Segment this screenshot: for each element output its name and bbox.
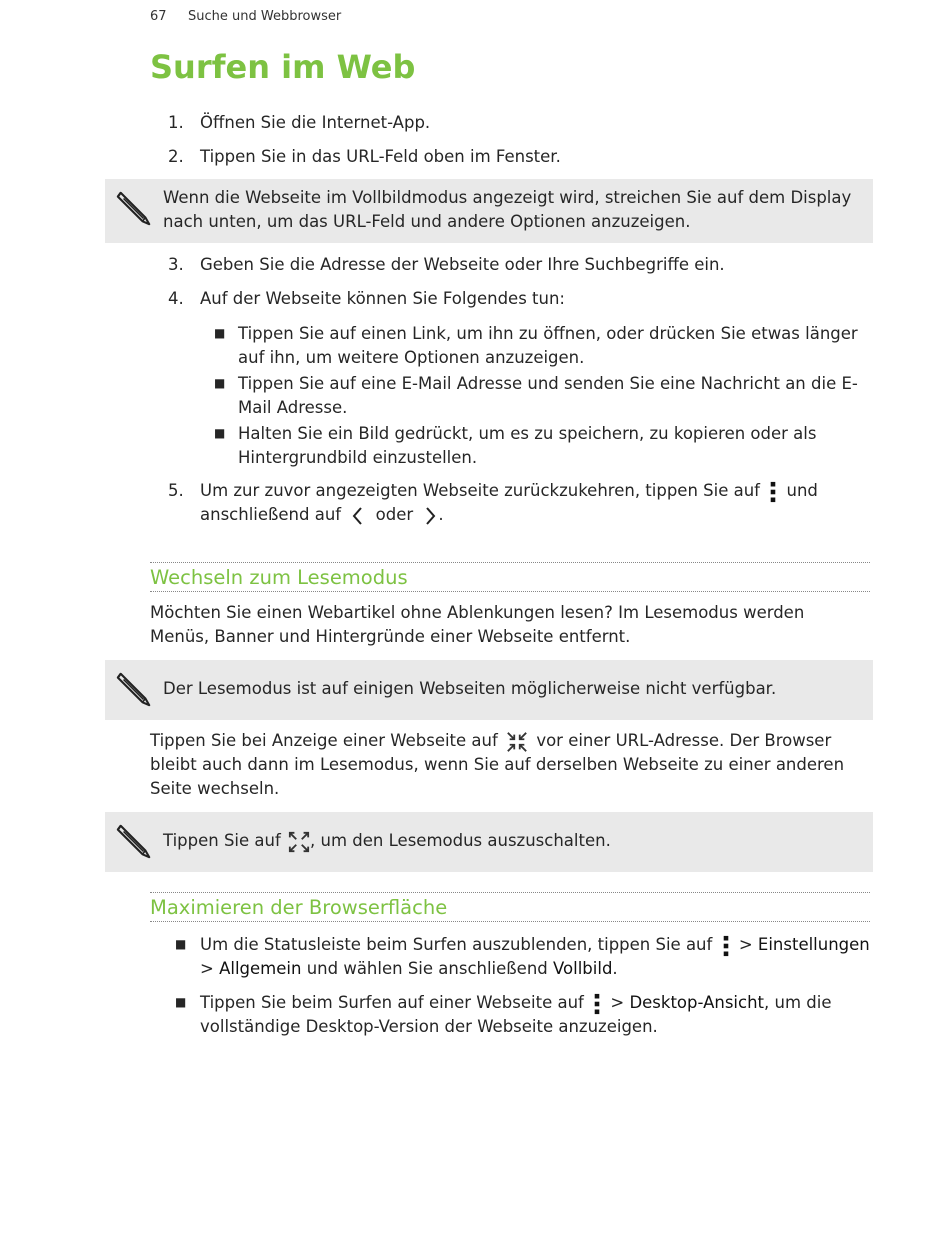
section-divider xyxy=(150,591,870,592)
menu-path-einstellungen: Einstellungen xyxy=(757,935,870,954)
chevron-left-icon xyxy=(350,505,366,527)
bullet-text: Hintergrundbild einzustellen. xyxy=(238,448,478,467)
paragraph-line: Seite wechseln. xyxy=(150,779,280,798)
step-text: Geben Sie die Adresse der Webseite oder Ihre Suchbegriffe ein. xyxy=(200,255,725,274)
step-text xyxy=(200,503,444,527)
bullet-marker: ■ xyxy=(175,995,187,1009)
paragraph-line: Möchten Sie einen Webartikel ohne Ablenkungen lesen? Im Lesemodus werden xyxy=(150,603,805,622)
bullet-text-part: > xyxy=(738,935,753,954)
step-text: Öffnen Sie die Internet-App. xyxy=(200,113,431,132)
note-text xyxy=(163,829,611,853)
step-text-part: oder xyxy=(375,505,414,524)
menu-path-vollbild: Vollbild xyxy=(553,959,613,978)
step-number: 3. xyxy=(168,255,184,274)
paragraph-line: bleibt auch dann im Lesemodus, wenn Sie auf derselben Webseite zu einer anderen xyxy=(150,755,845,774)
bullet-text-part: . xyxy=(612,959,618,978)
note-text-part: , um den Lesemodus auszuschalten. xyxy=(310,831,611,850)
bullet-text-part: > xyxy=(200,959,214,978)
step-text: Auf der Webseite können Sie Folgendes tun: xyxy=(200,289,565,308)
pencil-icon xyxy=(115,670,153,708)
bullet-text xyxy=(200,933,870,957)
collapse-arrows-icon xyxy=(506,731,528,753)
section-divider xyxy=(150,562,870,563)
bullet-text xyxy=(200,957,618,981)
bullet-text-part: und wählen Sie anschließend xyxy=(306,959,548,978)
bullet-text: Mail Adresse. xyxy=(238,398,348,417)
step-number: 4. xyxy=(168,289,184,308)
expand-arrows-icon xyxy=(288,831,310,853)
section-divider xyxy=(150,892,870,893)
paragraph-part: Tippen Sie bei Anzeige einer Webseite auf xyxy=(150,731,498,750)
chevron-right-icon xyxy=(422,505,438,527)
paragraph-part: vor einer URL-Adresse. Der Browser xyxy=(536,731,832,750)
note-box xyxy=(105,812,873,872)
note-box xyxy=(105,179,873,243)
step-number: 5. xyxy=(168,481,184,500)
note-text-part: Tippen Sie auf xyxy=(163,831,281,850)
bullet-text-part: Tippen Sie beim Surfen auf einer Webseite auf xyxy=(200,993,584,1012)
bullet-marker: ■ xyxy=(214,326,226,340)
step-text-part: Um zur zuvor angezeigten Webseite zurückzukehren, tippen Sie auf xyxy=(200,481,760,500)
section-title: Wechseln zum Lesemodus xyxy=(150,566,408,589)
step-text-part: und xyxy=(786,481,818,500)
step-text-part: anschließend auf xyxy=(200,505,342,524)
bullet-text: Tippen Sie auf einen Link, um ihn zu öffnen, oder drücken Sie etwas länger xyxy=(238,324,858,343)
step-text-part: . xyxy=(438,505,444,524)
section-divider xyxy=(150,921,870,922)
menu-path-desktop-ansicht: Desktop-Ansicht xyxy=(629,993,764,1012)
chapter-title: Suche und Webbrowser xyxy=(188,9,342,24)
note-text: Wenn die Webseite im Vollbildmodus angezeigt wird, streichen Sie auf dem Display xyxy=(163,188,852,207)
bullet-text-part: > xyxy=(610,993,625,1012)
note-text: Der Lesemodus ist auf einigen Webseiten möglicherweise nicht verfügbar. xyxy=(163,679,777,698)
note-text: nach unten, um das URL-Feld und andere Optionen anzuzeigen. xyxy=(163,212,691,231)
bullet-marker: ■ xyxy=(214,376,226,390)
step-text: Tippen Sie in das URL-Feld oben im Fenster. xyxy=(200,147,561,166)
bullet-text: vollständige Desktop-Version der Webseite anzuzeigen. xyxy=(200,1017,658,1036)
bullet-text-part: , um die xyxy=(764,993,832,1012)
section-title: Maximieren der Browserfläche xyxy=(150,896,448,919)
paragraph-line xyxy=(150,729,831,753)
note-box xyxy=(105,660,873,720)
menu-path-allgemein: Allgemein xyxy=(219,959,302,978)
pencil-icon xyxy=(115,822,153,860)
step-number: 1. xyxy=(168,113,184,132)
bullet-marker: ■ xyxy=(214,426,226,440)
vertical-dots-icon xyxy=(593,993,601,1015)
vertical-dots-icon xyxy=(722,935,730,957)
bullet-text xyxy=(200,991,831,1015)
bullet-text: auf ihn, um weitere Optionen anzuzeigen. xyxy=(238,348,585,367)
bullet-text: Tippen Sie auf eine E-Mail Adresse und senden Sie eine Nachricht an die E- xyxy=(238,374,858,393)
bullet-text-part: Um die Statusleiste beim Surfen auszublenden, tippen Sie auf xyxy=(200,935,713,954)
bullet-text: Halten Sie ein Bild gedrückt, um es zu speichern, zu kopieren oder als xyxy=(238,424,817,443)
page-title: Surfen im Web xyxy=(150,48,416,86)
step-text xyxy=(200,479,818,503)
pencil-icon xyxy=(115,189,153,227)
page-number: 67 xyxy=(150,9,167,24)
vertical-dots-icon xyxy=(769,481,777,503)
bullet-marker: ■ xyxy=(175,937,187,951)
running-header xyxy=(150,9,341,24)
paragraph-line: Menüs, Banner und Hintergründe einer Webseite entfernt. xyxy=(150,627,631,646)
step-number: 2. xyxy=(168,147,184,166)
